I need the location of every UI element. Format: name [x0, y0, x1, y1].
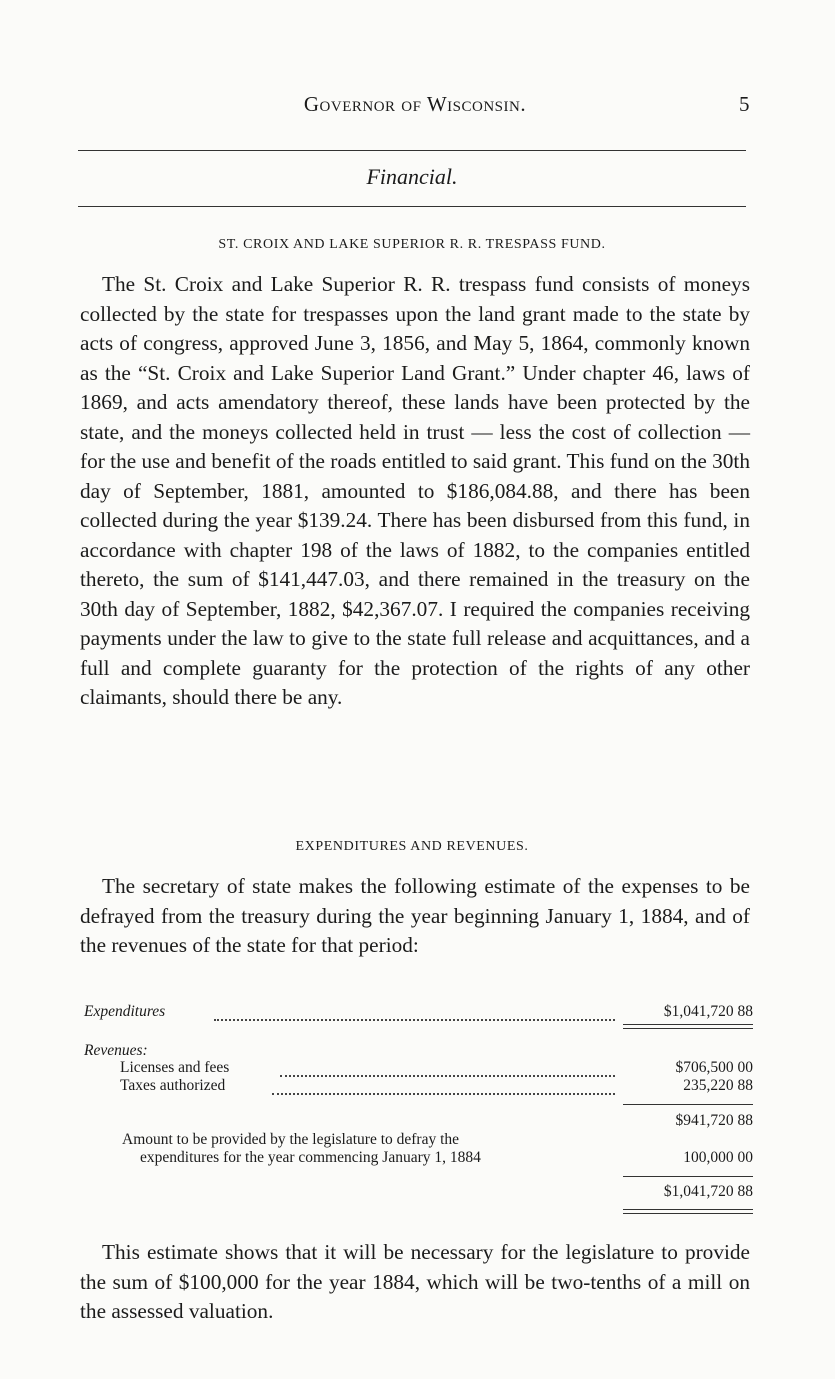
- taxes-label: Taxes authorized: [120, 1077, 226, 1094]
- expenditures-intro-paragraph: The secretary of state makes the following estimate of the expenses to be defrayed from the treasury during the year beginning January 1, 1884, and of the revenues of the state for that period:: [80, 874, 750, 957]
- legislature-row-2: [80, 1149, 753, 1169]
- legislature-label-line-1: Amount to be provided by the legislature to defray the: [122, 1131, 460, 1148]
- revenues-label: Revenues:: [84, 1042, 148, 1059]
- taxes-amount: 235,220 88: [683, 1077, 753, 1094]
- expenditures-amount: $1,041,720 88: [663, 1003, 753, 1020]
- leader-dots: [280, 1059, 615, 1077]
- conclusion-paragraph: This estimate shows that it will be necessary for the legislature to provide the sum of $100,000 for the year 1884, which will be two-tenths of a mill on the assessed valuation.: [80, 1240, 750, 1323]
- expenditures-label: Expenditures: [84, 1003, 166, 1020]
- header-rule-bottom: [78, 206, 746, 207]
- leader-dots: [272, 1077, 615, 1095]
- expenditures-row: [80, 1003, 753, 1023]
- total-rule: [623, 1176, 753, 1177]
- total-amount: $1,041,720 88: [663, 1183, 753, 1200]
- licenses-amount: $706,500 00: [675, 1059, 753, 1076]
- trespass-fund-heading: ST. CROIX AND LAKE SUPERIOR R. R. TRESPASS FUND.: [218, 237, 606, 252]
- leader-dots: [214, 1003, 615, 1021]
- double-rule: [623, 1028, 753, 1029]
- subtotal-row: [80, 1112, 753, 1132]
- legislature-amount: 100,000 00: [683, 1149, 753, 1166]
- total-row: [80, 1183, 753, 1203]
- legislature-label-line-2: expenditures for the year commencing January 1, 1884: [140, 1149, 481, 1166]
- taxes-row: [80, 1077, 753, 1097]
- legislature-row-1: [80, 1131, 753, 1151]
- trespass-fund-paragraph: The St. Croix and Lake Superior R. R. trespass fund consists of moneys collected by the state for trespasses upon the land grant made to the state by acts of congress, approved June 3, 1856, and May 5, 1864, commonly known as the “St. Croix and Lake Superior Land Grant.” Under chapter 46, laws of 1869, and acts amendatory thereof, these lands have been protected by the state, and the moneys collected held in trust — less the cost of collection — for the use and benefit of the roads entitled to said grant. This fund on the 30th day of September, 1881, amounted to $186,084.88, and there has been collected during the year $139.24. There has been disbursed from this fund, in accordance with chapter 198 of the laws of 1882, to the companies entitled thereto, the sum of $141,447.03, and there remained in the treasury on the 30th day of September, 1882, $42,367.07. I required the companies receiving payments under the law to give to the state full release and acquittances, and a full and complete guaranty for the protection of the rights of any other claimants, should there be any.: [80, 272, 750, 709]
- section-title: Financial.: [366, 164, 458, 189]
- page-number: 5: [739, 92, 750, 116]
- double-rule: [623, 1213, 753, 1214]
- double-rule: [623, 1024, 753, 1025]
- header-rule-top: [78, 150, 746, 151]
- expenditures-heading: EXPENDITURES AND REVENUES.: [295, 839, 529, 854]
- double-rule: [623, 1209, 753, 1210]
- running-title: Governor of Wisconsin.: [303, 92, 527, 116]
- subtotal-amount: $941,720 88: [675, 1112, 753, 1129]
- subtotal-rule: [623, 1104, 753, 1105]
- licenses-label: Licenses and fees: [120, 1059, 230, 1076]
- licenses-row: [80, 1059, 753, 1079]
